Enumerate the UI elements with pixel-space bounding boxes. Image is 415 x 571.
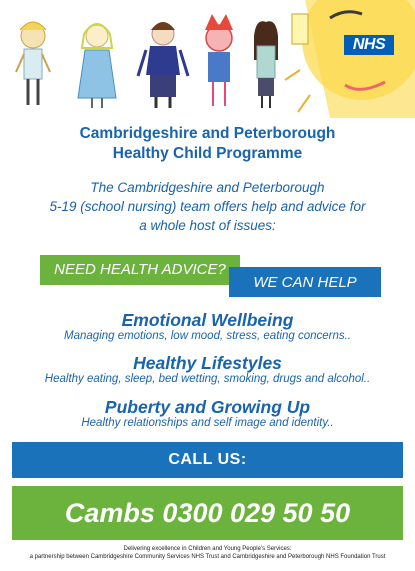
intro-line-1: The Cambridgeshire and Peterborough xyxy=(90,180,325,195)
children-drawings xyxy=(0,0,415,118)
drawing-figure-5 xyxy=(254,21,278,108)
topic-title: Puberty and Growing Up xyxy=(104,397,311,417)
topic-title: Emotional Wellbeing xyxy=(121,310,294,330)
we-can-help-banner: WE CAN HELP xyxy=(229,267,381,297)
footer-line-1: Delivering excellence in Children and Young People's Services: xyxy=(123,546,292,552)
phone-number: Cambs 0300 029 50 50 xyxy=(12,486,403,540)
call-us-label: CALL US: xyxy=(12,442,403,478)
intro-text xyxy=(30,178,385,235)
drawing-figure-4 xyxy=(205,14,233,106)
topic-healthy-lifestyles xyxy=(0,353,415,386)
topic-description: Healthy eating, sleep, bed wetting, smoking, drugs and alcohol.. xyxy=(44,373,371,385)
drawing-figure-3 xyxy=(138,22,188,108)
drawing-figure-1 xyxy=(16,22,50,105)
intro-line-3: a whole host of issues: xyxy=(139,218,276,233)
topic-title: Healthy Lifestyles xyxy=(133,353,282,373)
footer-line-2: a partnership between Cambridgeshire Community Services NHS Trust and Cambridgeshire and Peterborough NHS Foundation Trust xyxy=(29,554,386,560)
drawing-figure-2 xyxy=(78,24,116,108)
topic-emotional-wellbeing xyxy=(0,310,415,343)
nhs-logo: NHS xyxy=(344,35,394,55)
sun-drawing xyxy=(285,0,415,118)
intro-line-2: 5-19 (school nursing) team offers help and advice for xyxy=(49,199,366,214)
programme-title xyxy=(0,124,415,164)
programme-title-line-2: Healthy Child Programme xyxy=(112,145,303,162)
topic-description: Managing emotions, low mood, stress, eating concerns.. xyxy=(63,330,351,342)
programme-title-line-1: Cambridgeshire and Peterborough xyxy=(79,125,336,142)
need-advice-banner: NEED HEALTH ADVICE? xyxy=(40,255,240,285)
topic-description: Healthy relationships and self image and identity.. xyxy=(81,417,334,429)
footer xyxy=(0,545,415,561)
topic-puberty xyxy=(0,397,415,430)
